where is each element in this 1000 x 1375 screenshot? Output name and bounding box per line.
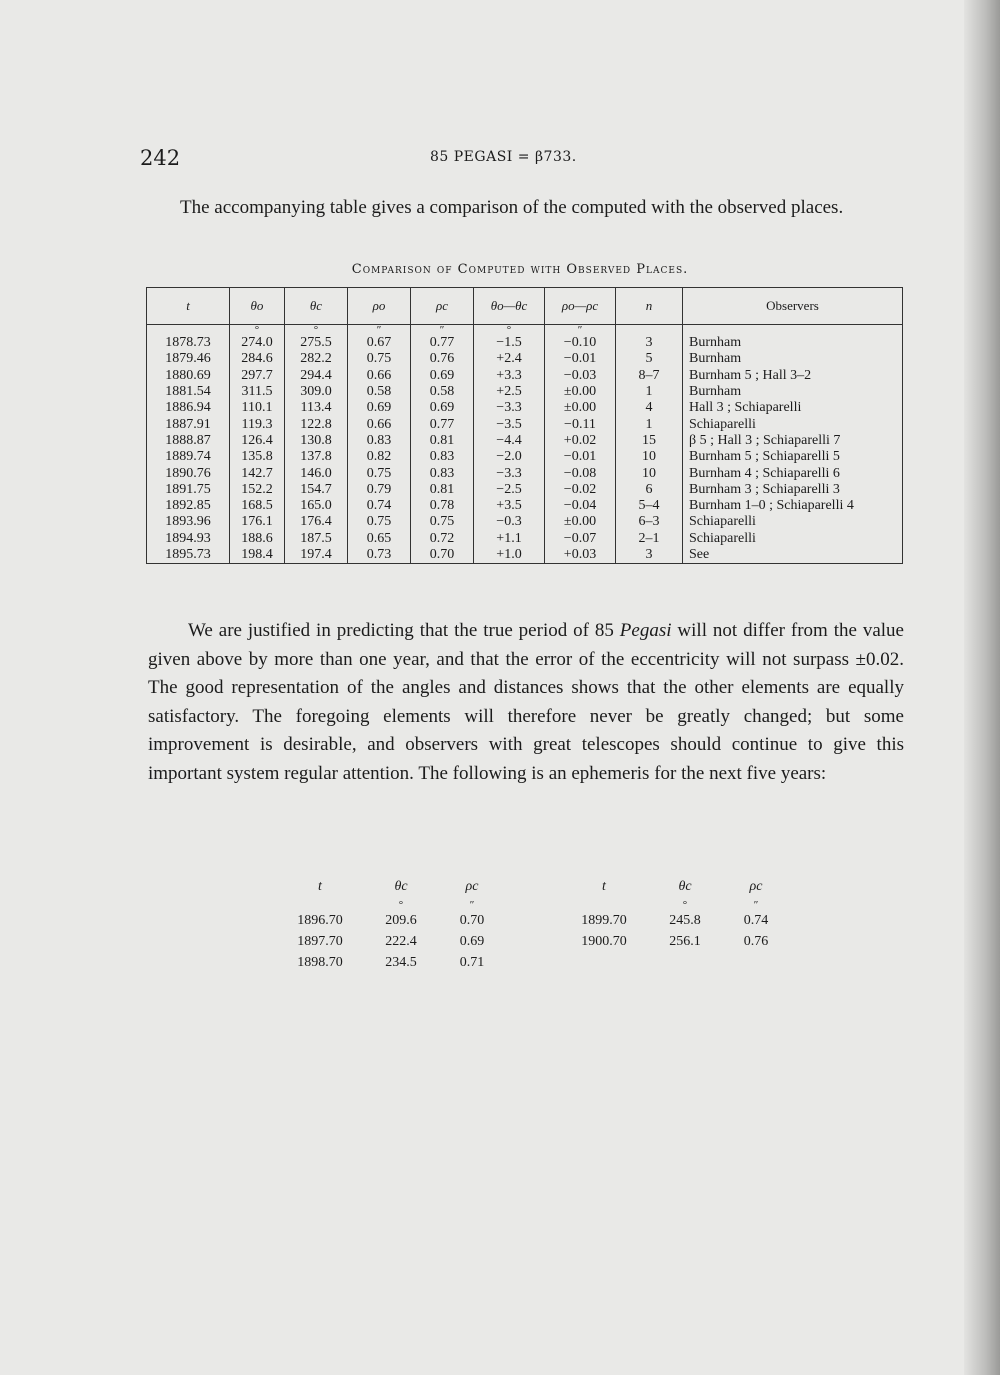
cell-theta-diff: −2.0 [474, 449, 545, 465]
unit-observers [683, 325, 903, 336]
header-theta-o: θo [230, 288, 285, 325]
cell-n: 3 [616, 547, 683, 564]
cell-n: 5 [616, 351, 683, 367]
header-t: t [147, 288, 230, 325]
body-text-start: We are justified in predicting that the true period of 85 [188, 620, 620, 641]
cell-theta-c: 197.4 [285, 547, 348, 564]
cell-t: 1888.87 [147, 433, 230, 449]
table-caption: Comparison of Computed with Observed Places. [351, 262, 689, 277]
cell-t: 1892.85 [147, 498, 230, 514]
ephemeris-theta: 256.1 [669, 933, 701, 949]
cell-rho-diff: −0.03 [545, 368, 616, 384]
cell-theta-diff: +2.4 [474, 351, 545, 367]
cell-theta-c: 146.0 [285, 465, 348, 481]
cell-rho-o: 0.65 [348, 531, 411, 547]
cell-n: 4 [616, 400, 683, 416]
body-text-italic: Pegasi [619, 620, 672, 641]
page-edge-shadow [964, 0, 1000, 1375]
cell-rho-diff: ±0.00 [545, 514, 616, 530]
table-row [147, 335, 903, 351]
cell-theta-c: 113.4 [285, 400, 348, 416]
ephemeris-row [278, 931, 504, 952]
cell-n: 6–3 [616, 514, 683, 530]
cell-rho-c: 0.77 [411, 335, 474, 351]
intro-text: The accompanying table gives a comparison of the computed with the observed places. [180, 197, 844, 218]
cell-rho-c: 0.83 [411, 465, 474, 481]
cell-theta-diff: −4.4 [474, 433, 545, 449]
cell-theta-diff: +2.5 [474, 384, 545, 400]
ephemeris-header-t: t [602, 879, 606, 894]
table-row [147, 547, 903, 564]
cell-theta-c: 130.8 [285, 433, 348, 449]
cell-rho-o: 0.66 [348, 368, 411, 384]
header-n: n [616, 288, 683, 325]
cell-theta-diff: +3.5 [474, 498, 545, 514]
table-row [147, 498, 903, 514]
table-row [147, 433, 903, 449]
cell-theta-c: 137.8 [285, 449, 348, 465]
ephemeris-header-t: t [318, 879, 322, 894]
cell-theta-diff: +1.0 [474, 547, 545, 564]
unit-rho-o: ″ [348, 325, 411, 336]
ephemeris-rho: 0.76 [743, 933, 769, 949]
cell-theta-c: 294.4 [285, 368, 348, 384]
ephemeris-theta-unit: ° [398, 899, 404, 911]
table-row [147, 384, 903, 400]
cell-theta-o: 142.7 [230, 465, 285, 481]
cell-theta-o: 311.5 [230, 384, 285, 400]
cell-theta-o: 297.7 [230, 368, 285, 384]
cell-theta-o: 126.4 [230, 433, 285, 449]
ephemeris-t: 1896.70 [297, 912, 343, 928]
table-row [147, 465, 903, 481]
unit-rho-c: ″ [411, 325, 474, 336]
ephemeris-theta: 209.6 [385, 912, 417, 928]
cell-theta-c: 309.0 [285, 384, 348, 400]
cell-rho-o: 0.67 [348, 335, 411, 351]
ephemeris-units-row [278, 900, 504, 910]
table-row [147, 482, 903, 498]
cell-t: 1886.94 [147, 400, 230, 416]
ephemeris-rho: 0.74 [743, 912, 769, 928]
unit-rho-diff: ″ [545, 325, 616, 336]
cell-n: 8–7 [616, 368, 683, 384]
cell-observers: Hall 3 ; Schiaparelli [683, 400, 903, 416]
ephemeris-row [278, 952, 504, 973]
cell-theta-c: 165.0 [285, 498, 348, 514]
cell-n: 10 [616, 465, 683, 481]
ephemeris-units-row [562, 900, 788, 910]
cell-rho-diff: −0.10 [545, 335, 616, 351]
cell-t: 1887.91 [147, 416, 230, 432]
table-row [147, 351, 903, 367]
cell-observers: Burnham 5 ; Schiaparelli 5 [683, 449, 903, 465]
cell-rho-o: 0.69 [348, 400, 411, 416]
ephemeris-rho: 0.69 [459, 933, 485, 949]
ephemeris-t: 1897.70 [297, 933, 343, 949]
table-header-row [147, 288, 903, 325]
cell-rho-o: 0.75 [348, 514, 411, 530]
cell-theta-o: 110.1 [230, 400, 285, 416]
cell-observers: Burnham 3 ; Schiaparelli 3 [683, 482, 903, 498]
cell-theta-c: 275.5 [285, 335, 348, 351]
cell-observers: Burnham [683, 335, 903, 351]
ephemeris-header-theta: θc [394, 879, 408, 894]
cell-t: 1889.74 [147, 449, 230, 465]
cell-observers: Burnham [683, 351, 903, 367]
intro-paragraph [140, 193, 900, 223]
ephemeris-theta: 245.8 [669, 912, 701, 928]
cell-n: 1 [616, 416, 683, 432]
cell-observers: Burnham 1–0 ; Schiaparelli 4 [683, 498, 903, 514]
ephemeris-header-row [562, 874, 788, 900]
cell-rho-c: 0.69 [411, 368, 474, 384]
cell-observers: See [683, 547, 903, 564]
table-row [147, 531, 903, 547]
cell-t: 1894.93 [147, 531, 230, 547]
cell-rho-o: 0.58 [348, 384, 411, 400]
cell-rho-c: 0.72 [411, 531, 474, 547]
cell-rho-c: 0.78 [411, 498, 474, 514]
cell-t: 1881.54 [147, 384, 230, 400]
cell-rho-o: 0.82 [348, 449, 411, 465]
cell-t: 1893.96 [147, 514, 230, 530]
unit-theta-diff: ° [474, 325, 545, 336]
ephemeris-header-rho: ρc [465, 879, 479, 894]
cell-t: 1891.75 [147, 482, 230, 498]
cell-n: 6 [616, 482, 683, 498]
cell-t: 1878.73 [147, 335, 230, 351]
cell-theta-diff: −1.5 [474, 335, 545, 351]
cell-rho-diff: −0.07 [545, 531, 616, 547]
cell-theta-c: 176.4 [285, 514, 348, 530]
cell-observers: Schiaparelli [683, 514, 903, 530]
cell-observers: Burnham [683, 384, 903, 400]
cell-t: 1890.76 [147, 465, 230, 481]
units-row [147, 325, 903, 336]
cell-rho-c: 0.70 [411, 547, 474, 564]
cell-observers: Schiaparelli [683, 531, 903, 547]
page-header [140, 146, 900, 172]
ephemeris-theta: 234.5 [385, 954, 417, 970]
cell-theta-c: 122.8 [285, 416, 348, 432]
cell-theta-o: 188.6 [230, 531, 285, 547]
cell-rho-diff: −0.01 [545, 351, 616, 367]
body-paragraph [148, 617, 904, 788]
ephemeris-theta: 222.4 [385, 933, 417, 949]
ephemeris-rho-unit: ″ [753, 899, 759, 911]
cell-theta-o: 176.1 [230, 514, 285, 530]
ephemeris-header-rho: ρc [749, 879, 763, 894]
cell-theta-diff: +3.3 [474, 368, 545, 384]
cell-n: 3 [616, 335, 683, 351]
cell-t: 1895.73 [147, 547, 230, 564]
body-text-end: will not differ from the value given above by more than one year, and that the error of the eccentricity will not surpass ±0.02. The good representation of the angles and distances shows that the other elements are equally satisfactory. The foregoing elements will therefore never be greatly changed; but some improvement is desirable, and observers with great telescopes should continue to give this important system regular attention. The following is an ephemeris for the next five years: [148, 620, 904, 784]
header-rho-o: ρo [348, 288, 411, 325]
header-observers: Observers [683, 288, 903, 325]
cell-observers: β 5 ; Hall 3 ; Schiaparelli 7 [683, 433, 903, 449]
cell-rho-c: 0.76 [411, 351, 474, 367]
unit-t [147, 325, 230, 336]
cell-theta-diff: −2.5 [474, 482, 545, 498]
cell-theta-c: 187.5 [285, 531, 348, 547]
cell-n: 10 [616, 449, 683, 465]
unit-theta-o: ° [230, 325, 285, 336]
cell-rho-o: 0.75 [348, 351, 411, 367]
cell-observers: Burnham 4 ; Schiaparelli 6 [683, 465, 903, 481]
ephemeris-row [562, 931, 788, 952]
table-row [147, 514, 903, 530]
ephemeris-rho-unit: ″ [469, 899, 475, 911]
page-number: 242 [140, 146, 181, 170]
cell-theta-o: 135.8 [230, 449, 285, 465]
ephemeris-rho: 0.71 [459, 954, 485, 970]
comparison-table [146, 287, 903, 564]
ephemeris-table-left [278, 874, 504, 973]
ephemeris-t: 1900.70 [581, 933, 627, 949]
unit-theta-c: ° [285, 325, 348, 336]
header-rho-c: ρc [411, 288, 474, 325]
header-theta-c: θc [285, 288, 348, 325]
cell-theta-o: 119.3 [230, 416, 285, 432]
cell-theta-o: 274.0 [230, 335, 285, 351]
cell-theta-diff: +1.1 [474, 531, 545, 547]
cell-rho-o: 0.73 [348, 547, 411, 564]
cell-rho-c: 0.81 [411, 433, 474, 449]
cell-rho-diff: −0.02 [545, 482, 616, 498]
cell-rho-c: 0.75 [411, 514, 474, 530]
ephemeris-row [278, 910, 504, 931]
cell-rho-o: 0.79 [348, 482, 411, 498]
cell-rho-diff: −0.08 [545, 465, 616, 481]
cell-n: 1 [616, 384, 683, 400]
cell-rho-o: 0.83 [348, 433, 411, 449]
running-head: 85 PEGASI = β733. [430, 149, 577, 165]
cell-theta-c: 282.2 [285, 351, 348, 367]
unit-n [616, 325, 683, 336]
ephemeris-t-unit [278, 900, 362, 910]
cell-rho-diff: ±0.00 [545, 384, 616, 400]
cell-observers: Schiaparelli [683, 416, 903, 432]
ephemeris-table-right [562, 874, 788, 952]
ephemeris-header-row [278, 874, 504, 900]
ephemeris-rho: 0.70 [459, 912, 485, 928]
ephemeris-t-unit [562, 900, 646, 910]
ephemeris-t: 1898.70 [297, 954, 343, 970]
cell-rho-o: 0.74 [348, 498, 411, 514]
cell-rho-c: 0.83 [411, 449, 474, 465]
header-rho-diff: ρo—ρc [545, 288, 616, 325]
cell-rho-o: 0.75 [348, 465, 411, 481]
cell-theta-o: 284.6 [230, 351, 285, 367]
table-row [147, 368, 903, 384]
ephemeris-t: 1899.70 [581, 912, 627, 928]
cell-theta-o: 198.4 [230, 547, 285, 564]
cell-rho-c: 0.58 [411, 384, 474, 400]
ephemeris-header-theta: θc [678, 879, 692, 894]
cell-t: 1879.46 [147, 351, 230, 367]
ephemeris-theta-unit: ° [682, 899, 688, 911]
cell-rho-c: 0.77 [411, 416, 474, 432]
cell-theta-c: 154.7 [285, 482, 348, 498]
cell-rho-diff: −0.04 [545, 498, 616, 514]
cell-rho-o: 0.66 [348, 416, 411, 432]
cell-rho-diff: +0.02 [545, 433, 616, 449]
ephemeris-row [562, 910, 788, 931]
cell-theta-diff: −3.3 [474, 465, 545, 481]
table-row [147, 400, 903, 416]
cell-rho-diff: +0.03 [545, 547, 616, 564]
cell-theta-o: 168.5 [230, 498, 285, 514]
cell-rho-c: 0.69 [411, 400, 474, 416]
cell-rho-diff: −0.11 [545, 416, 616, 432]
cell-t: 1880.69 [147, 368, 230, 384]
cell-theta-diff: −0.3 [474, 514, 545, 530]
cell-theta-diff: −3.3 [474, 400, 545, 416]
cell-n: 15 [616, 433, 683, 449]
cell-rho-diff: ±0.00 [545, 400, 616, 416]
cell-n: 5–4 [616, 498, 683, 514]
cell-theta-diff: −3.5 [474, 416, 545, 432]
cell-rho-diff: −0.01 [545, 449, 616, 465]
cell-n: 2–1 [616, 531, 683, 547]
cell-rho-c: 0.81 [411, 482, 474, 498]
header-theta-diff: θo—θc [474, 288, 545, 325]
table-row [147, 416, 903, 432]
table-row [147, 449, 903, 465]
cell-theta-o: 152.2 [230, 482, 285, 498]
cell-observers: Burnham 5 ; Hall 3–2 [683, 368, 903, 384]
